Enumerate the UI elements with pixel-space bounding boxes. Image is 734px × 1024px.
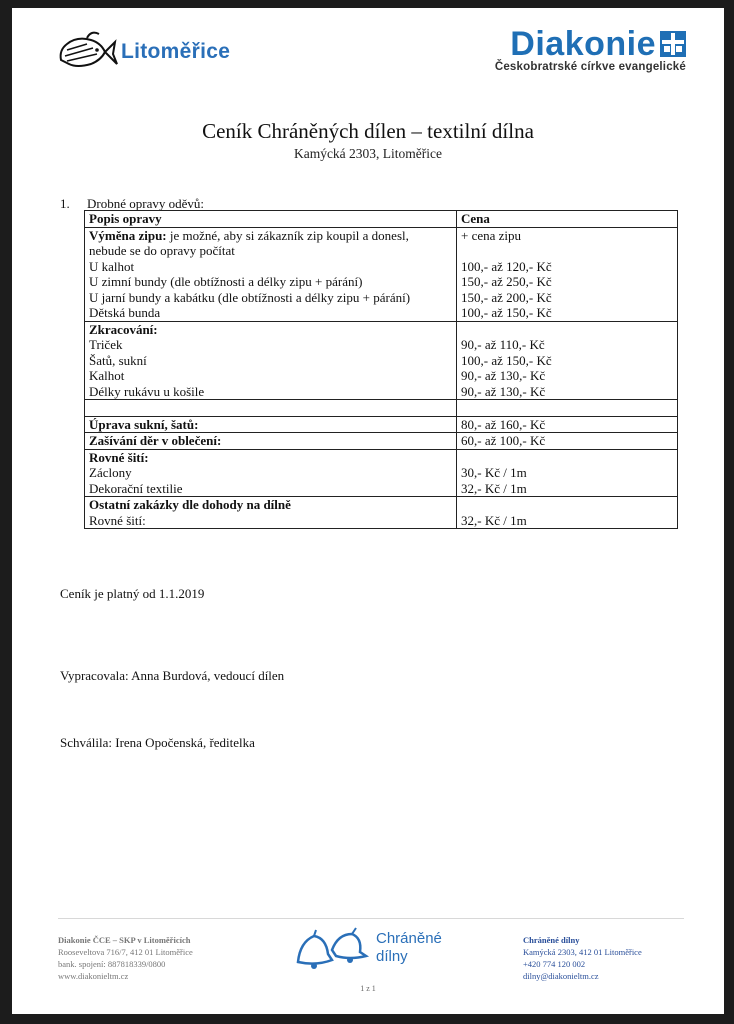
description-text: Rovné šití:	[89, 512, 146, 528]
footer-left-title: Diakonie ČCE – SKP v Litoměřicích	[58, 935, 191, 945]
description-bold: Ostatní zakázky dle dohody na dílně	[89, 497, 291, 512]
header-description: Popis opravy	[85, 211, 457, 228]
price-table	[84, 210, 678, 529]
price-line	[461, 497, 673, 513]
description-text: Dekorační textilie	[89, 480, 183, 496]
chranene-dilny-text	[376, 930, 442, 966]
price-line: 90,- až 130,- Kč	[461, 368, 546, 383]
description-bold: Výměna zipu:	[89, 227, 167, 243]
price-line	[461, 450, 673, 466]
footer-left-address: Rooseveltova 716/7, 412 01 Litoměřice	[58, 947, 193, 957]
description-line	[89, 450, 452, 466]
description-line	[89, 259, 452, 275]
price-line: 150,- až 250,- Kč	[461, 274, 552, 289]
price-cell	[457, 497, 678, 529]
description-line	[89, 322, 452, 338]
footer-left-contact	[58, 934, 193, 982]
chranene-dilny-line1: Chráněné	[376, 930, 442, 947]
description-bold: Úprava sukní, šatů:	[89, 416, 199, 432]
page-number: 1 z 1	[360, 984, 376, 993]
description-line	[89, 513, 452, 529]
diakonie-logo-subtitle: Českobratrské církve evangelické	[494, 61, 686, 73]
footer-right-email[interactable]: dilny@diakonieltm.cz	[523, 971, 599, 981]
footer-divider	[58, 918, 684, 919]
price-cell	[457, 433, 678, 450]
litomerice-logo-text: Litoměřice	[121, 40, 231, 63]
description-text: U kalhot	[89, 258, 135, 274]
table-row	[85, 449, 678, 497]
header-price: Cena	[457, 211, 678, 228]
price-cell	[457, 400, 678, 417]
table-row	[85, 497, 678, 529]
description-line	[89, 384, 452, 400]
price-line: + cena zipu	[461, 227, 522, 243]
valid-from-note: Ceník je platný od 1.1.2019	[60, 586, 205, 601]
price-line: 30,- Kč / 1m	[461, 465, 527, 480]
price-line	[461, 243, 673, 259]
diakonie-logo-name: Diakonie	[510, 25, 656, 63]
price-line: 32,- Kč / 1m	[461, 512, 527, 528]
footer-right-phone: +420 774 120 002	[523, 959, 586, 969]
description-line	[89, 290, 452, 306]
document-title: Ceník Chráněných dílen – textilní dílna	[202, 119, 534, 143]
table-row	[85, 227, 678, 321]
section-title: Drobné opravy oděvů:	[87, 196, 204, 211]
price-line: 90,- až 130,- Kč	[461, 383, 546, 399]
fish-icon	[57, 30, 119, 74]
description-line	[89, 228, 452, 244]
document-address: Kamýcká 2303, Litoměřice	[293, 146, 443, 161]
footer-right-contact	[523, 934, 642, 982]
document-page	[12, 8, 724, 1014]
description-line	[89, 433, 452, 449]
price-cell	[457, 227, 678, 321]
price-line: 100,- až 120,- Kč	[461, 258, 552, 274]
price-cell	[457, 416, 678, 433]
chranene-dilny-line2: dílny	[376, 948, 408, 965]
description-line	[89, 497, 452, 513]
table-row	[85, 321, 678, 400]
description-cell	[85, 497, 457, 529]
description-line	[89, 274, 452, 290]
description-cell	[85, 400, 457, 417]
description-line	[89, 481, 452, 497]
description-cell	[85, 321, 457, 400]
footer-left-web: www.diakonieltm.cz	[58, 971, 129, 981]
description-line	[89, 337, 452, 353]
prepared-by-note: Vypracovala: Anna Burdová, vedoucí dílen	[60, 668, 285, 683]
price-line: 90,- až 110,- Kč	[461, 337, 545, 352]
description-line	[89, 243, 452, 259]
footer-right-address: Kamýcká 2303, 412 01 Litoměřice	[523, 947, 642, 957]
litomerice-logo	[57, 30, 230, 74]
description-text: Šatů, sukní	[89, 352, 147, 368]
description-line	[89, 305, 452, 321]
description-bold: Zkracování:	[89, 321, 158, 337]
diakonie-logo	[495, 26, 686, 73]
description-cell	[85, 449, 457, 497]
table-row	[85, 400, 678, 417]
price-cell	[457, 449, 678, 497]
description-cell	[85, 227, 457, 321]
price-line	[461, 400, 673, 416]
table-header-row	[85, 211, 678, 228]
chranene-dilny-logo	[292, 924, 442, 972]
description-text: Dětská bunda	[89, 305, 161, 320]
description-line	[89, 368, 452, 384]
bells-icon	[292, 924, 372, 972]
description-cell	[85, 416, 457, 433]
price-line: 80,- až 160,- Kč	[461, 416, 546, 432]
description-line	[89, 465, 452, 481]
price-line: 32,- Kč / 1m	[461, 480, 527, 496]
description-text: U zimní bundy (dle obtížnosti a délky zipu + párání)	[89, 274, 363, 289]
footer-right-title: Chráněné dílny	[523, 935, 580, 945]
approved-by-note: Schválila: Irena Opočenská, ředitelka	[60, 735, 255, 750]
description-bold: Rovné šití:	[89, 449, 149, 465]
description-text: Kalhot	[89, 368, 125, 383]
description-line	[89, 400, 452, 416]
description-text: Délky rukávu u košile	[89, 383, 205, 399]
price-line: 100,- až 150,- Kč	[461, 305, 552, 320]
description-text: Záclony	[89, 465, 132, 480]
description-text: nebude se do opravy počítat	[89, 243, 235, 258]
description-line	[89, 353, 452, 369]
description-text: je možné, aby si zákazník zip koupil a donesl,	[166, 227, 409, 243]
footer-left-bank: bank. spojení: 887818339/0800	[58, 959, 166, 969]
section-number: 1.	[60, 196, 70, 211]
price-line: 60,- až 100,- Kč	[461, 433, 546, 448]
description-text: U jarní bundy a kabátku (dle obtížnosti a délky zipu + párání)	[89, 289, 411, 305]
table-row	[85, 433, 678, 450]
price-line: 100,- až 150,- Kč	[461, 352, 552, 368]
description-text: Triček	[89, 337, 123, 352]
description-cell	[85, 433, 457, 450]
diakonie-cross-icon	[660, 31, 686, 57]
description-bold: Zašívání děr v oblečení:	[89, 433, 222, 448]
table-row	[85, 416, 678, 433]
price-line: 150,- až 200,- Kč	[461, 289, 552, 305]
price-line	[461, 322, 673, 338]
description-line	[89, 417, 452, 433]
price-cell	[457, 321, 678, 400]
